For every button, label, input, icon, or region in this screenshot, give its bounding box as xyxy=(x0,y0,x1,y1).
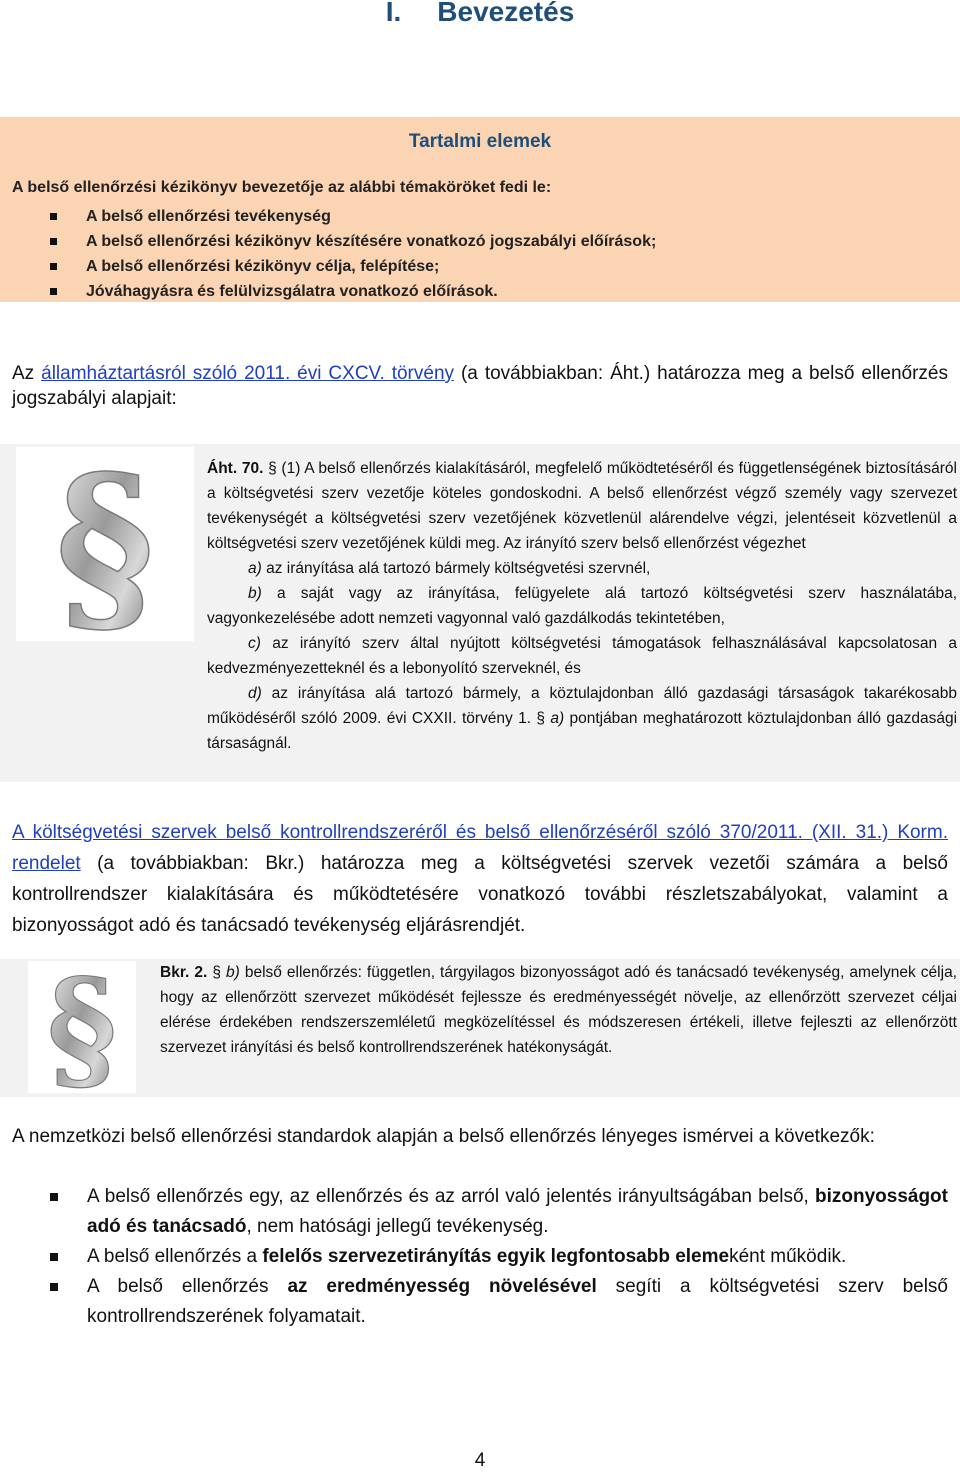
square-bullet-icon xyxy=(50,1253,58,1261)
characteristics-list xyxy=(50,1182,948,1332)
square-bullet-icon xyxy=(50,1283,58,1291)
contents-box-title: Tartalmi elemek xyxy=(408,131,552,152)
square-bullet-icon xyxy=(50,288,57,295)
contents-list xyxy=(50,204,656,304)
heading-number: I. xyxy=(385,0,402,27)
square-bullet-icon xyxy=(50,263,57,270)
characteristics-item: A belső ellenőrzés egy, az ellenőrzés és az arról való jelentés irányultságában belső, bizonyosságot adó és tanácsadó, nem hatósági jellegű tevékenység. xyxy=(50,1182,948,1242)
page-number: 4 xyxy=(474,1450,486,1471)
contents-box-intro: A belső ellenőrzési kézikönyv bevezetője az alábbi témaköröket fedi le: xyxy=(12,179,552,196)
characteristics-item: A belső ellenőrzés az eredményesség növelésével segíti a költségvetési szerv belső kontrollrendszerének folyamatait. xyxy=(50,1272,948,1332)
page-heading xyxy=(0,0,960,28)
square-bullet-icon xyxy=(50,238,57,245)
square-bullet-icon xyxy=(50,1193,58,1201)
aht-quote-text: Áht. 70. § (1) A belső ellenőrzés kialakításáról, megfelelő működtetéséről és függetlenségének biztosításáról a költségvetési szerv vezetője köteles gondoskodni. A belső ellenőrzést végző személy vagy szervezet tevékenységét a költségvetési szerv vezetőjének közvetlenül alárendelve végzi, jelentéseit közvetlenül a költségvetési szerv vezetőjének küldi meg. Az irányító szerv belső ellenőrzést végezhet a) az irányítása alá tartozó bármely költségvetési szervnél, b) a saját vagy az irányítása, felügyelete alá tartozó költségvetési szerv használatába, vagyonkezelésébe adott nemzeti vagyonnal való gazdálkodás tekintetében, c) az irányító szerv által nyújtott költségvetési támogatások felhasználásával kapcsolatosan a kedvezményezetteknél és a lebonyolító szerveknél, és d) az irányítása alá tartozó bármely, a köztulajdonban álló gazdasági társaságok takarékosabb működéséről szóló 2009. évi CXXII. törvény 1. § a) pontjában meghatározott köztulajdonban álló gazdasági társaságnál. xyxy=(207,460,958,752)
contents-list-item: A belső ellenőrzési kézikönyv készítésére vonatkozó jogszabályi előírások; xyxy=(50,229,656,254)
heading-title: Bevezetés xyxy=(437,0,575,27)
contents-list-item: Jóváhagyásra és felülvizsgálatra vonatkozó előírások. xyxy=(50,279,656,304)
bkr-quote-text: Bkr. 2. § b) belső ellenőrzés: független, tárgyilagos bizonyosságot adó és tanácsadó tevékenység, amelynek célja, hogy az ellenőrzött szervezet működését fejlessze és eredményességét növelje, az ellenőrzött szervezet céljai elérése érdekében rendszerszemléletű megközelítéssel és módszeresen értékeli, illetve fejleszti az ellenőrzött szervezet irányítási és belső kontrollrendszerének hatékonyságát. xyxy=(160,964,957,1056)
svg-text:§: § xyxy=(46,963,118,1091)
characteristics-item: A belső ellenőrzés a felelős szervezetirányítás egyik legfontosabb elemeként működik. xyxy=(50,1242,948,1272)
contents-list-item: A belső ellenőrzési kézikönyv célja, felépítése; xyxy=(50,254,656,279)
square-bullet-icon xyxy=(50,213,57,220)
paragraph-sign-icon xyxy=(16,447,194,641)
contents-list-item: A belső ellenőrzési tevékenység xyxy=(50,204,656,229)
bkr-intro-paragraph: A költségvetési szervek belső kontrollrendszeréről és belső ellenőrzéséről szóló 370/2011. (XII. 31.) Korm. rendelet (a továbbiakban: Bkr.) határozza meg a költségvetési szervek vezetői számára a belső kontrollrendszer kialakítására és működtetésére vonatkozó további részletszabályokat, valamint a bizonyosságot adó és tanácsadó tevékenység eljárásrendjét. xyxy=(12,822,948,936)
intl-standards-paragraph: A nemzetközi belső ellenőrzési standardok alapján a belső ellenőrzés lényeges ismérvei a következők: xyxy=(12,1126,875,1147)
aht-law-link[interactable]: államháztartásról szóló 2011. évi CXCV. törvény xyxy=(41,363,455,384)
paragraph-sign-icon xyxy=(28,961,136,1093)
aht-intro-paragraph: Az államháztartásról szóló 2011. évi CXCV. törvény (a továbbiakban: Áht.) határozza meg a belső ellenőrzés jogszabályi alapjait: xyxy=(12,363,949,409)
bkr-decree-link[interactable]: A költségvetési szervek belső kontrollrendszeréről és belső ellenőrzéséről szóló 370/2011. (XII. 31.) Korm. rendelet xyxy=(12,822,948,874)
svg-text:§: § xyxy=(55,454,155,634)
